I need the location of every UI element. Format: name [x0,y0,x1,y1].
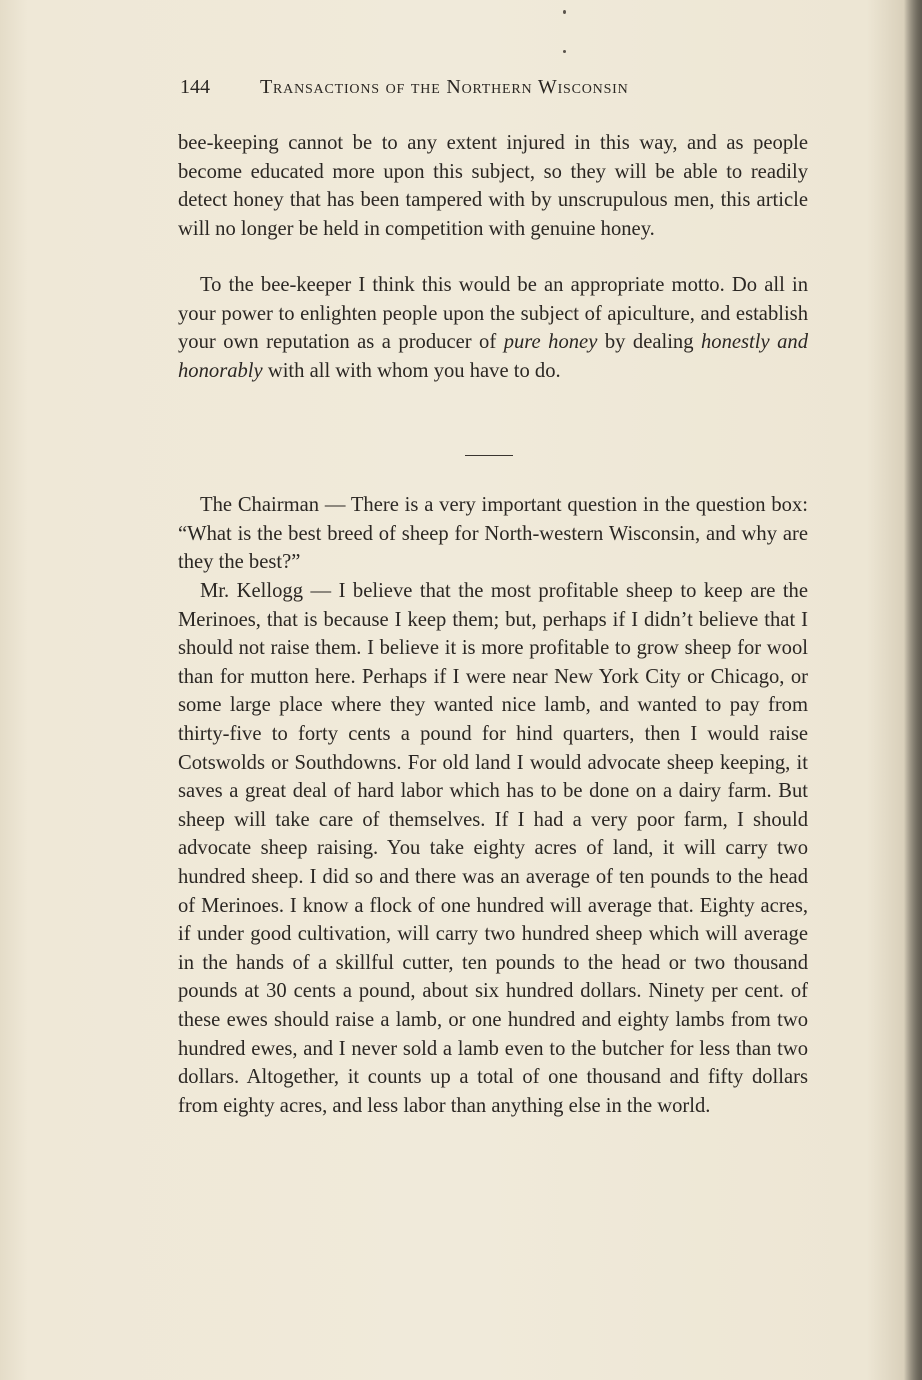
motto-emphasis-pure-honey: pure honey [503,331,598,354]
page-number: 144 [180,76,210,98]
ink-speck [563,10,566,14]
motto-text-before: To the bee-keeper I think this would be an appropriate motto. Do all in your power to enlighten people upon the subject of apiculture, and establish your own reputation as a producer of [178,274,808,354]
section-divider [465,455,513,456]
paragraph-motto [178,271,808,385]
motto-emphasis-honestly: honestly and honorably [178,331,808,382]
paragraph-chairman: The Chairman — There is a very important question in the question box: “What is the best breed of sheep for North-western Wisconsin, and why are they the best?” [178,494,808,574]
paragraph-continued: bee-keeping cannot be to any extent injured in this way, and as people become educated more upon this subject, so they will be able to readily detect honey that has been tampered with by unscrupulous men, this article will no longer be held in competition with genuine honey. [178,132,808,240]
running-title: Transactions of the Northern Wisconsin [260,76,629,98]
paragraph-kellogg: Mr. Kellogg — I believe that the most profitable sheep to keep are the Merinoes, that is because I keep them; but, perhaps if I didn’t believe that I should not raise them. I believe it is more profitable to grow sheep for wool than for mutton here. Perhaps if I were near New York City or Chicago, or some large place where they wanted nice lamb, and wanted to pay from thirty-five to forty cents a pound for hind quarters, then I would raise Cotswolds or Southdowns. For old land I would advocate sheep keeping, it saves a great deal of hard labor which has to be done on a dairy farm. But sheep will take care of themselves. If I had a very poor farm, I should advocate sheep raising. You take eighty acres of land, it will carry two hundred sheep. I did so and there was an average of ten pounds to the head of Merinoes. I know a flock of one hundred will average that. Eighty acres, if under good cultivation, will carry two hundred sheep which will average in the hands of a skillful cutter, ten pounds to the head or two thousand pounds at 30 cents a pound, about six hundred dollars. Ninety per cent. of these ewes should raise a lamb, or one hundred and eighty lambs from two hundred ewes, and I never sold a lamb even to the butcher for less than two dollars. Altogether, it counts up a total of one thousand and fifty dollars from eighty acres, and less labor than anything else in the world. [178,580,808,1117]
motto-text-after: with all with whom you have to do. [262,359,561,382]
running-header [180,76,740,102]
motto-text-middle: by dealing [597,331,701,354]
ink-speck [563,50,566,53]
page-edge-shadow [904,0,922,1380]
